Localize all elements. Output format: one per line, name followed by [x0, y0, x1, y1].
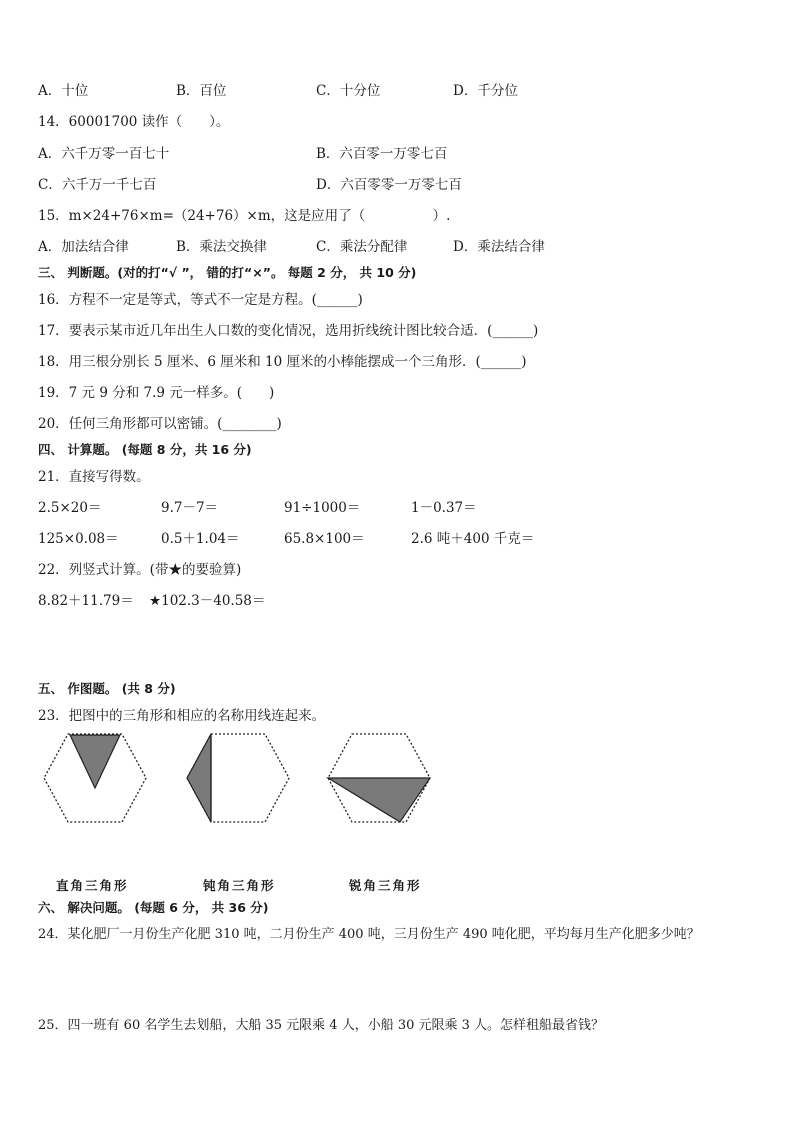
calc-item: 91÷1000＝: [284, 500, 361, 516]
calc-item: 2.5×20＝: [38, 500, 102, 516]
q14-stem: 14．60001700 读作（ ）。: [38, 114, 230, 130]
q18: 18．用三根分别长 5 厘米、6 厘米和 10 厘米的小棒能摆成一个三角形．(______): [38, 354, 527, 370]
q15-option-d: D．乘法结合律: [453, 239, 545, 255]
q17: 17．要表示某市近几年出生人口数的变化情况，选用折线统计图比较合适．(______): [38, 323, 539, 339]
label-obtuse-triangle: 钝角三角形: [203, 878, 276, 893]
calc-item: 125×0.08＝: [38, 531, 119, 547]
shaded-right-triangle: [70, 735, 120, 788]
q15-stem: 15．m×24+76×m=（24+76）×m，这是应用了（ ）.: [38, 208, 451, 224]
q21: 21．直接写得数。: [38, 469, 150, 485]
q14-option-d: D．六百零零一万零七百: [316, 177, 462, 193]
hexagon-figure-2: [183, 732, 293, 824]
label-right-triangle: 直角三角形: [56, 878, 129, 893]
shaded-obtuse-triangle: [187, 734, 211, 822]
q16: 16．方程不一定是等式，等式不一定是方程。(______): [38, 292, 363, 308]
q15-option-b: B．乘法交换律: [176, 239, 267, 255]
section-6-title: 六、 解决问题。 (每题 6 分， 共 36 分): [38, 900, 269, 915]
q25: 25．四一班有 60 名学生去划船，大船 35 元限乘 4 人，小船 30 元限乘 3 人。怎样租船最省钱？: [38, 1018, 605, 1033]
section-3-title: 三、 判断题。(对的打“√ ”， 错的打“×”。 每题 2 分， 共 10 分): [38, 265, 417, 280]
hexagon-figure-1: [40, 732, 150, 824]
vertical-calc-item: 8.82＋11.79＝: [38, 593, 134, 609]
q23: 23．把图中的三角形和相应的名称用线连起来。: [38, 708, 326, 724]
q13-option-c: C．十分位: [316, 83, 381, 99]
q19: 19．7 元 9 分和 7.9 元一样多。( ): [38, 385, 275, 401]
calc-item: 65.8×100＝: [284, 531, 365, 547]
q13-option-d: D．千分位: [453, 83, 518, 99]
section-5-title: 五、 作图题。 (共 8 分): [38, 681, 176, 696]
q15-option-a: A．加法结合律: [38, 239, 129, 255]
q20: 20．任何三角形都可以密铺。(________): [38, 416, 282, 432]
q22: 22．列竖式计算。(带★的要验算): [38, 562, 242, 578]
section-4-title: 四、 计算题。 (每题 8 分，共 16 分): [38, 442, 252, 457]
q13-option-b: B．百位: [176, 83, 227, 99]
q14-option-c: C．六千万一千七百: [38, 177, 157, 193]
shaded-acute-triangle: [328, 778, 430, 822]
calc-item: 2.6 吨＋400 千克＝: [411, 531, 535, 547]
vertical-calc-item: ★102.3－40.58＝: [149, 593, 266, 609]
q24: 24．某化肥厂一月份生产化肥 310 吨，二月份生产 400 吨，三月份生产 490 吨化肥，平均每月生产化肥多少吨？: [38, 927, 700, 942]
calc-item: 1－0.37＝: [411, 500, 477, 516]
q15-option-c: C．乘法分配律: [316, 239, 408, 255]
hexagon-figure-3: [324, 732, 434, 824]
q14-option-b: B．六百零一万零七百: [316, 146, 448, 162]
calc-item: 9.7－7＝: [161, 500, 219, 516]
label-acute-triangle: 锐角三角形: [349, 878, 422, 893]
calc-item: 0.5＋1.04＝: [161, 531, 240, 547]
q13-option-a: A．十位: [38, 83, 89, 99]
q14-option-a: A．六千万零一百七十: [38, 146, 170, 162]
